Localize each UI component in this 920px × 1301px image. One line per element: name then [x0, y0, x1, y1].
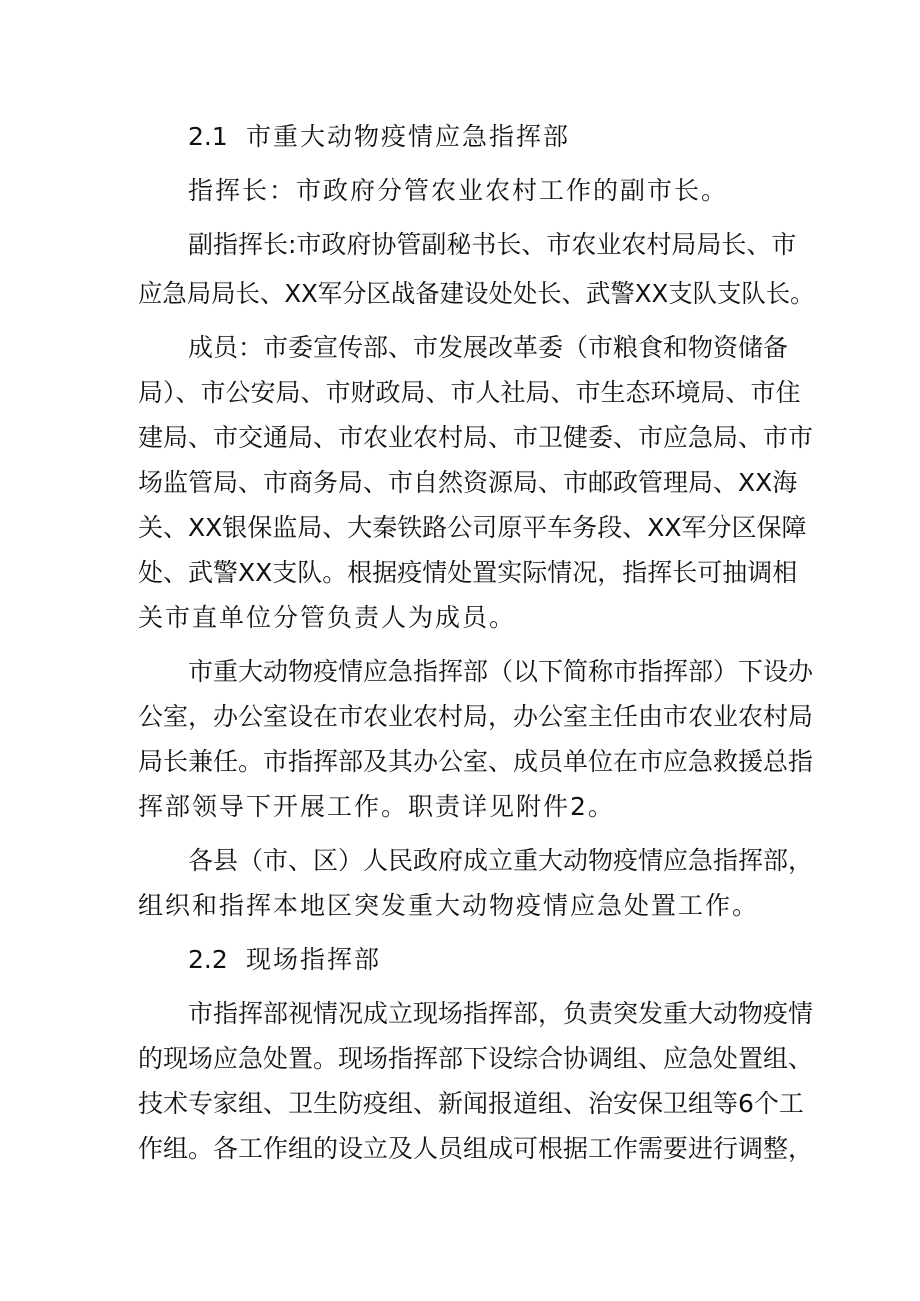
- onsite-line: 作组。各工作组的设立及人员组成可根据工作需要进行调整，: [138, 1134, 814, 1163]
- section-heading-2-1: [188, 124, 570, 149]
- onsite-line: 技术专家组、卫生防疫组、新闻报道组、治安保卫组等6个工: [138, 1089, 804, 1118]
- office-line: 市重大动物疫情应急指挥部（以下简称市指挥部）下设办: [188, 657, 814, 686]
- members-line: 关市直单位分管负责人为成员。: [138, 603, 517, 632]
- section-heading-2-2: [188, 947, 381, 972]
- members-line: 局）、市公安局、市财政局、市人社局、市生态环境局、市住: [138, 378, 801, 407]
- members-line: 关、XX银保监局、大秦铁路公司原平车务段、XX军分区保障: [138, 513, 807, 542]
- section-number: 2.2: [188, 945, 228, 974]
- commander-line: 指挥长：市政府分管农业农村工作的副市长。: [188, 176, 729, 205]
- deputy-commander-line: 应急局局长、XX军分区战备建设处处长、武警XX支队支队长。: [138, 279, 815, 308]
- onsite-line: 市指挥部视情况成立现场指挥部，负责突发重大动物疫情: [188, 999, 814, 1028]
- members-line: 建局、市交通局、市农业农村局、市卫健委、市应急局、市市: [138, 423, 814, 452]
- office-line: 挥部领导下开展工作。职责详见附件2。: [138, 792, 615, 821]
- deputy-commander-line: 副指挥长:市政府协管副秘书长、市农业农村局局长、市: [188, 230, 797, 259]
- members-line: 成员：市委宣传部、市发展改革委（市粮食和物资储备: [188, 333, 789, 362]
- section-title: 市重大动物疫情应急指挥部: [246, 122, 571, 151]
- county-line: 组织和指挥本地区突发重大动物疫情应急处置工作。: [138, 891, 760, 920]
- section-number: 2.1: [188, 122, 228, 151]
- county-line: 各县（市、区）人民政府成立重大动物疫情应急指挥部，: [188, 846, 814, 875]
- section-title: 现场指挥部: [246, 945, 382, 974]
- members-line: 场监管局、市商务局、市自然资源局、市邮政管理局、XX海: [138, 468, 798, 497]
- members-line: 处、武警XX支队。根据疫情处置实际情况，指挥长可抽调相: [138, 558, 798, 587]
- office-line: 公室，办公室设在市农业农村局，办公室主任由市农业农村局: [138, 702, 814, 731]
- office-line: 局长兼任。市指挥部及其办公室、成员单位在市应急救援总指: [138, 747, 814, 776]
- onsite-line: 的现场应急处置。现场指挥部下设综合协调组、应急处置组、: [138, 1044, 814, 1073]
